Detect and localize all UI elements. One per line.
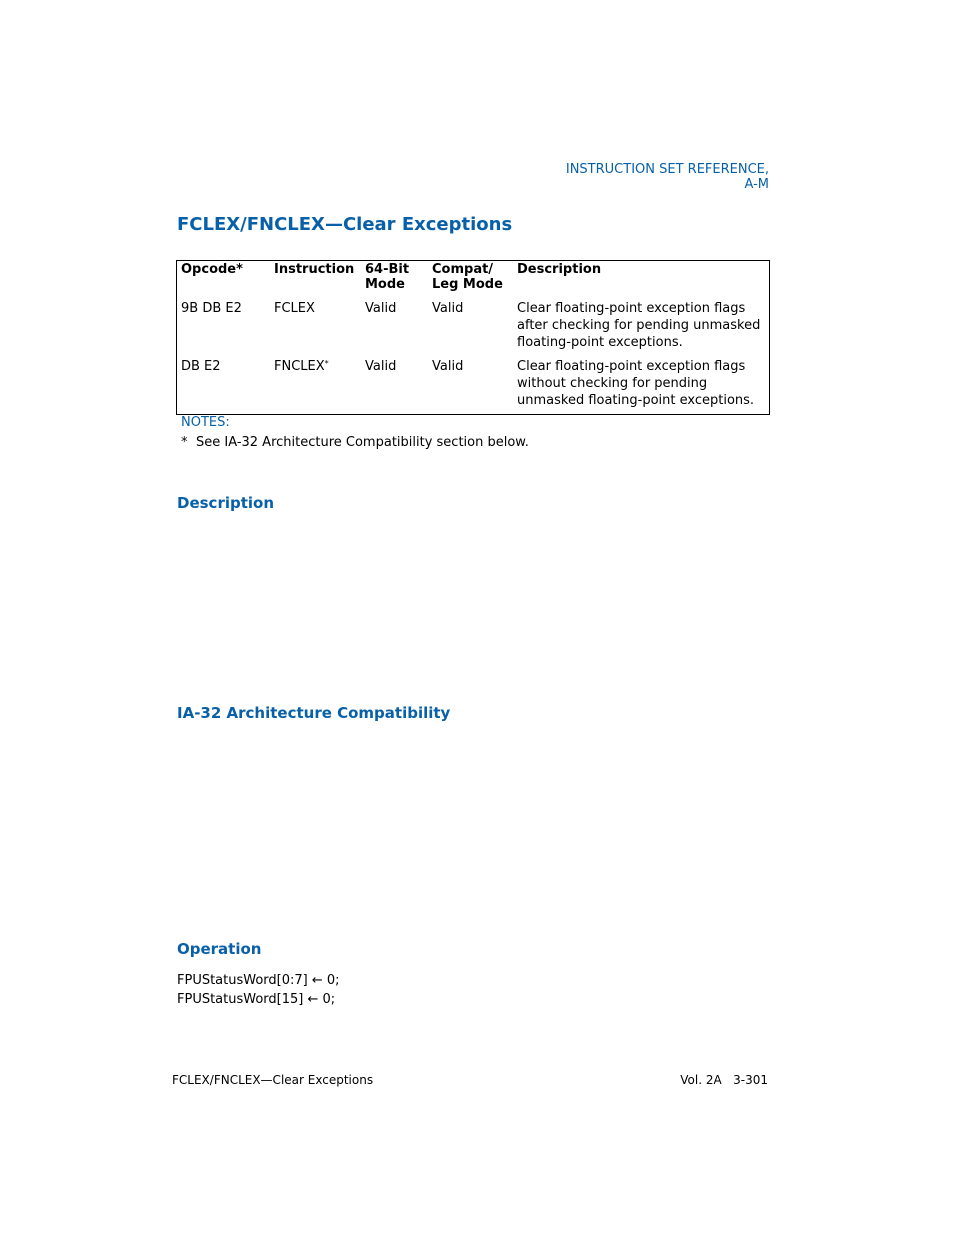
section-heading-operation: Operation bbox=[177, 940, 262, 958]
table-cell-description: Clear floating-point exception flags without checking for pending unmasked floating-point exceptions. bbox=[517, 359, 755, 408]
header-64bit-line2: Mode bbox=[365, 277, 405, 292]
table-cell-instruction bbox=[274, 358, 329, 375]
code-line: FPUStatusWord[0:7] ← 0; bbox=[177, 973, 340, 988]
table-cell-64bit: Valid bbox=[365, 359, 397, 374]
table-cell-instruction: FCLEX bbox=[274, 301, 315, 316]
section-heading-description: Description bbox=[177, 494, 275, 512]
header-compat-line1: Compat/ bbox=[432, 262, 494, 277]
page-title: FCLEX/FNCLEX—Clear Exceptions bbox=[177, 214, 513, 235]
table-cell-opcode: 9B DB E2 bbox=[181, 301, 242, 316]
header-compat-line2: Leg Mode bbox=[432, 277, 503, 292]
table-cell-opcode: DB E2 bbox=[181, 359, 221, 374]
footer-page-number: Vol. 2A 3-301 bbox=[680, 1073, 768, 1087]
table-cell-64bit: Valid bbox=[365, 301, 397, 316]
header-64bit-mode bbox=[365, 262, 409, 292]
instruction-mnemonic: FNCLEX bbox=[274, 359, 325, 374]
header-instruction: Instruction bbox=[274, 262, 355, 277]
footnote-marker: * bbox=[324, 359, 329, 368]
notes-label: NOTES: bbox=[181, 415, 230, 430]
note-text: See IA-32 Architecture Compatibility section below. bbox=[196, 435, 529, 450]
table-cell-compat: Valid bbox=[432, 301, 464, 316]
table-cell-description: Clear floating-point exception flags after checking for pending unmasked floating-point exceptions. bbox=[517, 301, 761, 350]
code-line: FPUStatusWord[15] ← 0; bbox=[177, 992, 336, 1007]
running-head: INSTRUCTION SET REFERENCE, A-M bbox=[565, 162, 769, 192]
note-item bbox=[181, 435, 529, 450]
opcode-table bbox=[176, 260, 770, 415]
header-compat-mode bbox=[432, 262, 503, 292]
footer-title: FCLEX/FNCLEX—Clear Exceptions bbox=[172, 1073, 374, 1087]
header-opcode: Opcode* bbox=[181, 262, 243, 277]
note-marker: * bbox=[181, 435, 188, 450]
table-cell-compat: Valid bbox=[432, 359, 464, 374]
header-64bit-line1: 64-Bit bbox=[365, 262, 410, 277]
section-heading-compatibility: IA-32 Architecture Compatibility bbox=[177, 704, 451, 722]
header-description: Description bbox=[517, 262, 602, 277]
operation-code bbox=[177, 971, 340, 1009]
